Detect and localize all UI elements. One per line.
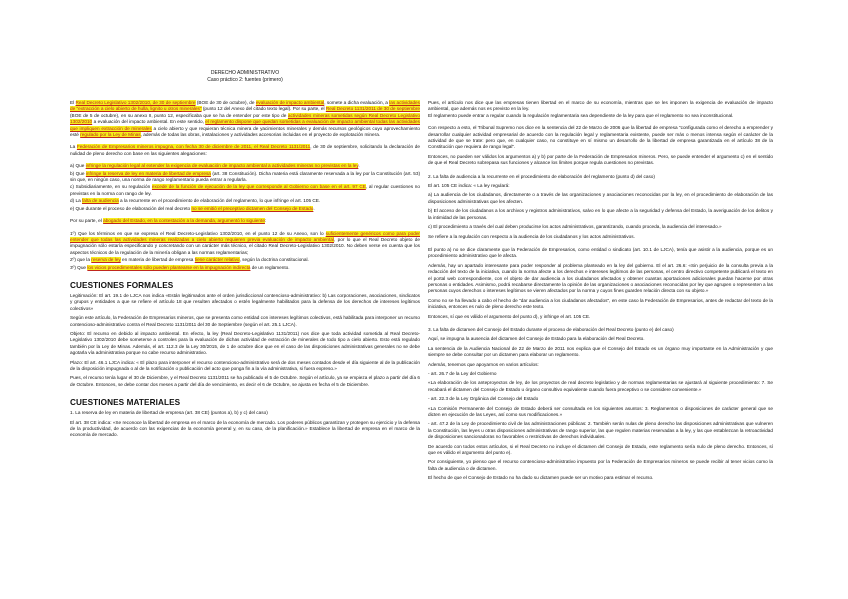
text-run: , además de todas las obras, instalaciones y actividades accesorias incluidas en el proyecto de explotación minera. (140, 132, 381, 138)
paragraph: Por consiguiente, yo pienso que el recurso contencioso-administrativo impuesto por la Federación de Empresarios mineros se puede recibir al tener vicios como la falta de audiencia o de dictamen. (428, 459, 773, 471)
highlighted-text: los vicios procedimentales sólo pueden plantearse en la impugnación indirecta (87, 264, 251, 270)
right-block-2 (428, 125, 773, 166)
text-run: d) La (70, 198, 82, 204)
paragraph: Además, tenemos que apoyarnos en varios artículos: (428, 361, 539, 367)
paragraph: - art. 47.2 de la Ley de procedimiento civil de las administraciones públicas: 2. También serán nulas de pleno derecho las disposiciones administrativas que vulneren la Constitución, las leyes u otras disposiciones administrativas de rango superior, las que regulen materias reservadas a la ley, y las que establezcan la retroactividad de disposiciones sancionadoras no favorables o restrictivas de derechos individuales. (428, 421, 773, 440)
intro-paragraph (70, 100, 420, 138)
list-item (70, 206, 420, 212)
highlighted-text: actividades mineras sometidas según Real Decreto Legislativo 1302/2010 (70, 112, 420, 125)
text-run: , somete a dicha evaluación, a (324, 100, 390, 105)
text-run: , al regular cuestiones no previstas en la norma con rango de ley. (70, 184, 420, 196)
highlighted-text: falta de audiencia (82, 198, 119, 204)
paragraph: De acuerdo con todos estos artículos, si el Real Decreto no incluye el dictamen del Consejo de Estado, este reglamento sería nulo de pleno derecho. Entonces, sí que es válido el argumento del punto e). (428, 443, 773, 456)
paragraph: 1. La reserva de ley en materia de libertad de empresa (art. 38 CE) (puntos a), b) y c) del caso) (70, 410, 268, 416)
paragraph: Con respecto a esto, el Tribunal Supremo nos dice en la sentencia del 22 de Marzo de 2006 que la libertad de empresa "configurada como el derecho a emprender y desarrollar cualquier actividad empresarial de acuerdo con la regulación legal y reglamentaria existente, puede ser más o menos intensa según el carácter de la actividad de que se trate: pero que, en cualquier caso, no constituye en sí mismo un desarrollo de la libertad de empresa garantizada en el artículo 38 de la Constitución que requiera de rango legal". (428, 125, 773, 150)
title-block (70, 70, 420, 84)
highlighted-text: el reglamento dispone que quedan sometidas a evaluación de impacto ambiental todas las actividades que impliquen extracción de minerales (70, 119, 420, 131)
paragraph: Plazo: El art. 46.1 LJCA indica: « El plazo para interponer el recurso contencioso-administrativo será de dos meses contados desde el día siguiente al de la publicación de la disposición impugnada o al de la notificación o publicación del acto que ponga fin a la vía administrativa, si fuera expreso.» (70, 359, 420, 371)
list-item (70, 198, 420, 204)
paragraph: Pues, el recurso tenía lugar el 30 de Diciembre, y el Real Decreto 1131/2011 se ha publicado el 5 de Octubre. Según el artículo, ya se empieza el plazo a partir del día 6 de Octubre. Entonces, se debe contar dos meses a partir del día de vencimiento, es decir el 6 de Octubre, se ajusta en fecha el 5 de Diciembre. (70, 375, 420, 387)
paragraph: Objeto: El recurso en debido al impacto ambiental. En efecto, la ley (Real Decreto-Legislativo 1131/2011) nos dice que toda actividad sometida al Real Decreto-Legislativo 1302/2010 debe someterse a controles para la evaluación de dichas actividad de extracción de minerales de todo tipo a cielo abierto. Esto está regulado también por la Ley de Minas. Además, el art. 112.3 de la Ley 30/2015, de 1 de octubre dice que en el caso de las disposiciones administrativas generales no se debe agotarla vía administrativa porque no cabe recurso administrativo. (70, 330, 420, 356)
text-run: a evaluación del impacto ambiental. En este sentido, (92, 119, 206, 125)
highlighted-text: excede de la función de ejecución de la ley que corresponde al Gobierno con base en el art. 97 CE (151, 184, 366, 190)
paragraph: 3. La falta de dictamen del Consejo del Estado durante el proceso de elaboración del Real Decreto (punto e) del caso) (428, 326, 674, 332)
highlighted-text: tiene carácter relativo (194, 257, 240, 263)
paragraph: c) El procedimiento a través del cual deben producirse los actos administrativos, garantizando, cuando proceda, la audiencia del interesado.» (428, 224, 722, 230)
paragraph: Además, hay un apartado interesante para poder responder al problema planteado en la ley del gobierno. El el art. 26.6: «Sin perjuicio de la consulta previa a la redacción del texto de la iniciativa, cuando la norma afecte a los derechos e intereses legítimos de las personas, el centro directivo competente publicará el texto en el portal web correspondiente, con el objeto de dar audiencia a los ciudadanos afectados y obtener cuantas aportaciones adicionales puedan hacerse por otras personas o entidades. Asimismo, podrá recabarse directamente la opinión de las organizaciones o asociaciones reconocidas por ley que agrupen o representen a las personas cuyos derechos o intereses legítimos se vieren afectados por la norma y cuyos fines guarden relación directa con su objeto.» (428, 262, 773, 294)
right-block-5 (428, 327, 773, 482)
allegations-list (70, 163, 420, 212)
highlighted-text: infringe la reserva de ley en materia de libertad de empresa (85, 170, 211, 176)
text-run: La (70, 144, 77, 150)
text-run: a) Que (70, 163, 86, 169)
paragraph: El art. 105 CE indica: « La ley regulará: (428, 183, 510, 189)
text-line: El reglamento puede entrar a regular cuando la regulación reglamentaria sea dependiente de la ley para que el reglamento no sea inconstitucional. (428, 112, 734, 118)
text-run: de un reglamento. (250, 264, 290, 270)
paragraph: Se refiere a la regulación con respecto a la audiencia de los ciudadanos y los actos administrativos. (428, 233, 635, 239)
highlighted-text: Federación de Empresarios mineros impugna, con fecha 30 de diciembre de 2011, el Real Decreto 1131/2011 (76, 144, 311, 150)
text-run: en materia de libertad de empresa (120, 257, 195, 263)
text-run: (BOE de 5 de octubre), en su anexo II, punto 12, especificaba que se ha de entender por este tipo de (70, 112, 288, 118)
highlighted-text: regulado por la Ley de Minas (80, 132, 141, 138)
paragraph: Entonces, sí que es válido el argumento del punto d), y infringe el art. 105 CE. (428, 313, 591, 319)
text-run: . (358, 163, 360, 169)
text-run: 3º) Que (70, 264, 88, 270)
text-run: 2º) que la (70, 257, 92, 263)
text-run: a la recurrente en el procedimiento de elaboración del reglamento, lo que infringe el art. 105 CE. (118, 198, 321, 204)
highlighted-text: las actividades de "extracción a cielo abierto de hulla, lignito u otros minerales" (70, 100, 421, 112)
list-item (70, 163, 420, 169)
paragraph: Como no se ha llevado a cabo el hecho de "dar audiencia a los ciudadanos afectados", en este caso la Federación de Empresarios, antes de redactar del texto de la iniciativa, entonces es nulo de pleno derecho este texto. (428, 297, 773, 310)
text-run: c) Subsidiariamente, en su regulación (70, 184, 152, 190)
paragraph: El punto a) no se dice claramente que la Federación de Empresarios, como entidad o sindicato (art. 10.1 de LJCA), tenía que asistir a la audiencia, porque es un procedimiento administrativo que le afecta. (428, 246, 773, 259)
paragraph: La sentencia de la Audiencia Nacional de 22 de Marzo de 2011 nos explica que el Consejo del Estado es un órgano muy importante en la Administración y que siempre se debe consultar por un dictamen para elaborar un reglamento. (428, 345, 773, 358)
paragraph: Legitimación: El art. 19.1 de LJCA nos indica «Están legitimados ante el orden jurisdiccional contencioso-administrativo: b) Las corporaciones, asociaciones, sindicatos y grupos y entidades a que se refiere el artículo 18 que resulten afectados o estén legalmente habilitados para la defensa de los derechos de intereses legítimos colectivos» (70, 292, 420, 311)
list-item (70, 184, 420, 197)
subject-title: DERECHO ADMINISTRATIVO (210, 70, 280, 76)
paragraph (428, 100, 773, 119)
paragraph: «La Comisión Permanente del Consejo de Estado deberá ser consultada en los siguientes asuntos: 3. Reglamentos o disposiciones de carácter general que se dicten en ejecución de las Leyes, así como sus modificaciones.» (428, 405, 773, 418)
right-block-1 (428, 100, 773, 119)
paragraph: - art. 26.7 de la Ley del Gobierno (428, 371, 497, 376)
text-run: a cielo abierto y que requieran técnica minera de yacimientos minerales y demás recursos geológicos cuyo aprovechamiento esté (70, 125, 420, 138)
highlighted-text: reserva de ley (91, 257, 121, 263)
highlighted-text: suficientemente genéricos como para poder entender que todas las actividades mineras realizadas a cielo abierto requieren previa evaluación de impacto ambiental (70, 230, 420, 242)
highlighted-text: abogado del Estado, en la contestación a la demanda, argumentó lo siguiente (103, 218, 265, 224)
text-run: 1º) Que los términos en que se expresa el Real Decreto-Legislativo 1302/2010, en el punto 12 de su Anexo, son lo (70, 230, 326, 236)
paragraph: a) La audiencia de los ciudadanos, directamente o a través de las organizaciones y asociaciones reconocidas por la ley, en el procedimiento de elaboración de las disposiciones administrativas que les afecten. (428, 192, 773, 204)
right-block-4 (428, 247, 773, 320)
text-run: e) Que durante el proceso de elaboración del real decreto (70, 205, 192, 211)
federation-paragraph (70, 144, 420, 157)
list-item (70, 231, 420, 257)
text-run: (punto 12 del Anexo del citado texto legal). Por su parte, el (201, 106, 326, 112)
paragraph: Entonces, no pueden ser válidos los argumentos a) y b) por parte de la Federación de Empresarios mineros. Pero, se puede entender el argumento c) en el sentido de que el Real Decreto sobrepasa sus funciones y alcance los límites porque regula cuestiones no previstas. (428, 153, 773, 166)
text-run: Por su parte, el (70, 218, 104, 224)
text-run: . (313, 205, 315, 211)
text-run: El (70, 100, 76, 105)
paragraph: «La elaboración de los anteproyectos de ley, de los proyectos de real decreto legislativo y de normas reglamentarias se ajustará al siguiente procedimiento: 7. Se recabará el dictamen del Consejo de Estado u órgano consultivo equivalente cuando fuera preceptivo o se considere conveniente.» (428, 380, 773, 392)
text-line: Pues, el artículo nos dice que las empresas tienen libertad en el marco de su economía, mientras que se les imponen la exigencia de evaluación de impacto ambiental, que además nos es previsto en la ley. (428, 100, 773, 112)
text-run: , de 30 de septiembre, solicitando la declaración de nulidad de pleno derecho con base en las siguientes alegaciones: (70, 144, 420, 156)
heading-formal-questions: CUESTIONES FORMALES (70, 280, 174, 290)
case-title: Caso práctico 2: fuentes (primero) (207, 77, 283, 83)
left-column (70, 70, 420, 446)
highlighted-text: Real Decreto Legislativo 1302/2010, de 30 de septiembre (75, 100, 196, 105)
list-item (70, 257, 420, 263)
right-block-3 (428, 174, 773, 240)
text-run: (art. 38 Constitución). Dicha materia está claramente reservada a la ley por la Constitución (art. 53) sin que, en ningún caso, una norma de rango reglamentario pueda entrar a regularla. (70, 170, 421, 183)
paragraph: Aquí, se impugna la ausencia del dictamen del Consejo de Estado para la elaboración del Real Decreto. (428, 336, 645, 342)
paragraph: 2. La falta de audiencia a la recurrente en el procedimiento de elaboración del reglamento (punto d) del caso) (428, 173, 655, 179)
material-questions-section (70, 410, 420, 439)
paragraph: - art. 22.3 de la Ley Orgánica del Consejo del Estado (428, 396, 539, 402)
state-arguments-list (70, 231, 420, 271)
text-run: : (264, 218, 267, 224)
highlighted-text: infringe la regulación legal al extender la exigencia de evaluación de impacto ambiental a actividades mineras no previstas en la ley (85, 163, 359, 169)
text-run: b) Que (70, 170, 86, 176)
text-run: , según la doctrina constitucional. (239, 257, 309, 263)
list-item (70, 265, 420, 271)
paragraph: Según este artículo, la Federación de Empresarios mineros, que se presenta como entidad con intereses legítimos colectivos, está habilitada para interponer un recurso contencioso-administrativo contra el Real Decreto 1131/2011 del 30 de Septiembre (según el art. 25.1 LJCA). (70, 315, 420, 327)
state-lawyer-paragraph (70, 218, 420, 224)
highlighted-text: evaluación de impacto ambiental (255, 100, 325, 105)
heading-material-questions: CUESTIONES MATERIALES (70, 398, 181, 408)
right-column (428, 100, 773, 489)
paragraph: El hecho de que el Consejo de Estado no ha dado su dictamen puede ser un motivo para estimar el recurso. (428, 475, 654, 481)
text-run: , por lo que el Real Decreto objeto de impugnación sólo estaría especificando y concretando con un carácter más técnico, el citado Real Decreto-Legislativo 1302/2010. No deben verse en cuenta que los aspectos técnicos de la regulación de la minería obligan a las normas reglamentarias; (70, 236, 421, 255)
list-item (70, 171, 420, 184)
paragraph: El art. 38 CE indica: «Se reconoce la libertad de empresa en el marco de la economía de mercado. Los poderes públicos garantizan y protegen su ejercicio y la defensa de la productividad, de acuerdo con las exigencias de la economía general y, en su caso, de la planificación.» Establece la libertad de empresa en el marco de la economía de mercado. (70, 419, 420, 438)
highlighted-text: no se emitió el preceptivo dictamen del Consejo de Estado (191, 205, 314, 211)
highlighted-text: Real Decreto 1131/2011 de 30 de septiembre (325, 106, 420, 112)
formal-questions-section (70, 293, 420, 388)
text-run: (BOE de 30 de octubre), de (195, 100, 256, 105)
paragraph: b) El acceso de los ciudadanos a los archivos y registros administrativos, salvo en lo que afecte a la seguridad y defensa del Estado, la averiguación de los delitos y la intimidad de las personas. (428, 208, 773, 220)
